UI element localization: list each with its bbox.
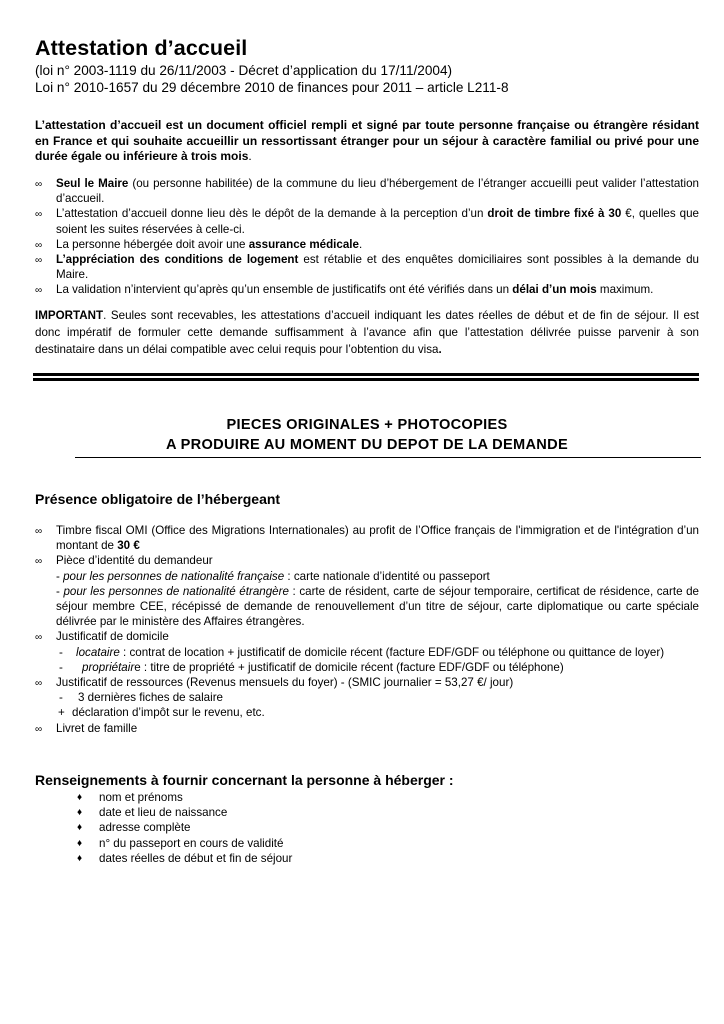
infinity-bullet-icon: ∞	[35, 209, 43, 221]
intro-paragraph	[35, 118, 699, 165]
section-title-1: PIECES ORIGINALES + PHOTOCOPIES	[226, 417, 508, 433]
assurance-end: .	[358, 237, 363, 251]
nationalite-etrangere-label: pour les personnes de nationalité étrangère	[63, 584, 289, 598]
infinity-bullet-icon: ∞	[35, 632, 43, 644]
list-item	[35, 523, 699, 553]
item-text: dates réelles de début et fin de séjour	[99, 851, 293, 865]
intro-end: .	[248, 149, 252, 164]
infinity-bullet-icon: ∞	[35, 285, 43, 297]
list-item	[35, 705, 699, 720]
renseignements-list	[77, 790, 292, 866]
diamond-bullet-icon: ♦	[77, 807, 83, 819]
list-item	[35, 690, 699, 705]
list-item	[35, 721, 699, 736]
important-text: . Seules sont recevables, les attestations d’accueil indiquant les dates réelles de début et de fin de séjour. Il est donc impératif de formuler cette demande suffisamment à l’avance afin que l’attestation délivrée puisse parvenir à son destinataire dans un délai compatible avec celui requis pour l’obtention du visa	[35, 309, 699, 357]
piece-identite-text: Pièce d’identité du demandeur	[56, 554, 213, 568]
timbre-bold: droit de timbre fixé à 30	[487, 207, 622, 221]
documents-list	[35, 523, 699, 736]
logement-text: est rétablie et des enquêtes domiciliaires sont possibles à la demande du Maire.	[56, 253, 699, 282]
item-text: nom et prénoms	[99, 791, 183, 804]
list-item	[77, 836, 292, 851]
document-title: Attestation d’accueil	[35, 36, 248, 60]
diamond-bullet-icon: ♦	[77, 837, 83, 849]
validation-bold: délai d’un mois	[512, 283, 597, 297]
list-item	[35, 282, 699, 297]
list-item	[35, 569, 699, 584]
section-underline	[75, 457, 701, 458]
important-end: .	[438, 343, 442, 357]
important-paragraph	[35, 307, 699, 359]
section-title-2: A PRODUIRE AU MOMENT DU DEPOT DE LA DEMANDE	[165, 437, 569, 453]
dash: -	[59, 660, 63, 674]
list-item	[35, 553, 699, 568]
presence-heading: Présence obligatoire de l’hébergeant	[35, 491, 281, 507]
locataire-text: : contrat de location + justificatif de domicile récent (facture EDF/GDF ou téléphone ou quittance de loyer)	[119, 645, 665, 659]
proprietaire-label: propriétair	[82, 660, 135, 674]
list-item	[77, 820, 292, 835]
important-label: IMPORTANT	[35, 309, 104, 322]
maire-text: (ou personne habilitée) de la commune du lieu d’hébergement de l’étranger accueilli peut valider l’attestation d’accueil.	[56, 177, 699, 206]
list-item	[77, 790, 292, 805]
nationalite-francaise-text: : carte nationale d’identité ou passeport	[284, 569, 490, 583]
timbre-amount: 30 €	[117, 539, 140, 553]
logement-bold: L’appréciation des conditions de logement	[56, 253, 299, 267]
timbre-end: €, quelles que soient les suites réservées à celle-ci.	[56, 207, 699, 236]
timbre-fiscal-text: Timbre fiscal OMI (Office des Migrations Internationales) au profit de l’Office français de l'immigration et de l'intégration d’un montant de	[56, 524, 699, 553]
law-reference-2: Loi n° 2010-1657 du 29 décembre 2010 de finances pour 2011 – article L211-8	[35, 80, 509, 95]
item-text: n° du passeport en cours de validité	[99, 836, 284, 850]
renseignements-heading: Renseignements à fournir concernant la personne à héberger :	[35, 772, 454, 788]
infinity-bullet-icon: ∞	[35, 526, 43, 537]
validation-end: maximum.	[596, 283, 654, 297]
infinity-bullet-icon: ∞	[35, 723, 43, 735]
list-item	[35, 660, 699, 675]
list-item	[77, 851, 292, 866]
list-item	[35, 237, 699, 252]
assurance-bold: assurance médicale	[248, 237, 359, 251]
list-item	[35, 629, 699, 644]
diamond-bullet-icon: ♦	[77, 792, 83, 803]
list-item	[35, 206, 699, 236]
plus-sign: +	[58, 706, 65, 720]
list-item	[35, 675, 699, 690]
infinity-bullet-icon: ∞	[35, 239, 43, 251]
domicile-text: Justificatif de domicile	[56, 630, 169, 644]
declaration-impot-text: déclaration d’impôt sur le revenu, etc.	[72, 706, 265, 720]
intro-bold-text: L’attestation d’accueil est un document officiel rempli et signé par toute personne française ou étrangère résidant en France et qui souhaite accueillir un ressortissant étranger pour un séjour à caractère familial ou privé pour une durée égale ou inférieure à trois mois	[35, 118, 699, 164]
list-item	[35, 252, 699, 282]
item-text: adresse complète	[99, 821, 191, 835]
dash: -	[56, 569, 64, 583]
item-text: date et lieu de naissance	[99, 806, 228, 820]
dash: -	[59, 691, 63, 705]
info-bullet-list	[35, 176, 699, 298]
infinity-bullet-icon: ∞	[35, 678, 43, 690]
nationalite-etrangere-text: : carte de résident, carte de séjour temporaire, certificat de résidence, carte de séjour membre CEE, récépissé de demande de renouvellement d’un titre de séjour, carte diplomatique ou carte spéciale délivrée par le ministère des Affaires étrangères.	[56, 584, 700, 629]
nationalite-francaise-label: pour les personnes de nationalité française	[63, 569, 285, 583]
dash: -	[56, 584, 64, 598]
separator-rule	[33, 378, 699, 381]
list-item	[77, 805, 292, 820]
list-item	[35, 176, 699, 206]
separator-rule	[33, 373, 699, 376]
validation-text: La validation n’intervient qu’après qu’un ensemble de justificatifs ont été vérifiés dans un	[56, 283, 513, 297]
law-reference-1: (loi n° 2003-1119 du 26/11/2003 - Décret d’application du 17/11/2004)	[35, 63, 453, 78]
livret-famille-text: Livret de famille	[56, 721, 138, 735]
infinity-bullet-icon: ∞	[35, 255, 43, 267]
proprietaire-text: e : titre de propriété + justificatif de domicile récent (facture EDF/GDF ou téléphone)	[134, 660, 564, 674]
timbre-text: L’attestation d’accueil donne lieu dès le dépôt de la demande à la perception d’un	[56, 207, 488, 221]
dash: -	[59, 645, 63, 659]
maire-label: Seul le Maire	[56, 177, 129, 190]
list-item	[35, 584, 699, 630]
infinity-bullet-icon: ∞	[35, 556, 43, 568]
fiches-salaire-text: 3 dernières fiches de salaire	[78, 691, 224, 705]
assurance-text: La personne hébergée doit avoir une	[56, 237, 249, 251]
infinity-bullet-icon: ∞	[35, 179, 43, 190]
diamond-bullet-icon: ♦	[77, 852, 83, 864]
locataire-label: locataire	[76, 645, 120, 659]
ressources-text: Justificatif de ressources (Revenus mensuels du foyer) - (SMIC journalier = 53,27 €/ jour)	[56, 676, 514, 690]
diamond-bullet-icon: ♦	[77, 822, 83, 834]
list-item	[35, 645, 699, 660]
